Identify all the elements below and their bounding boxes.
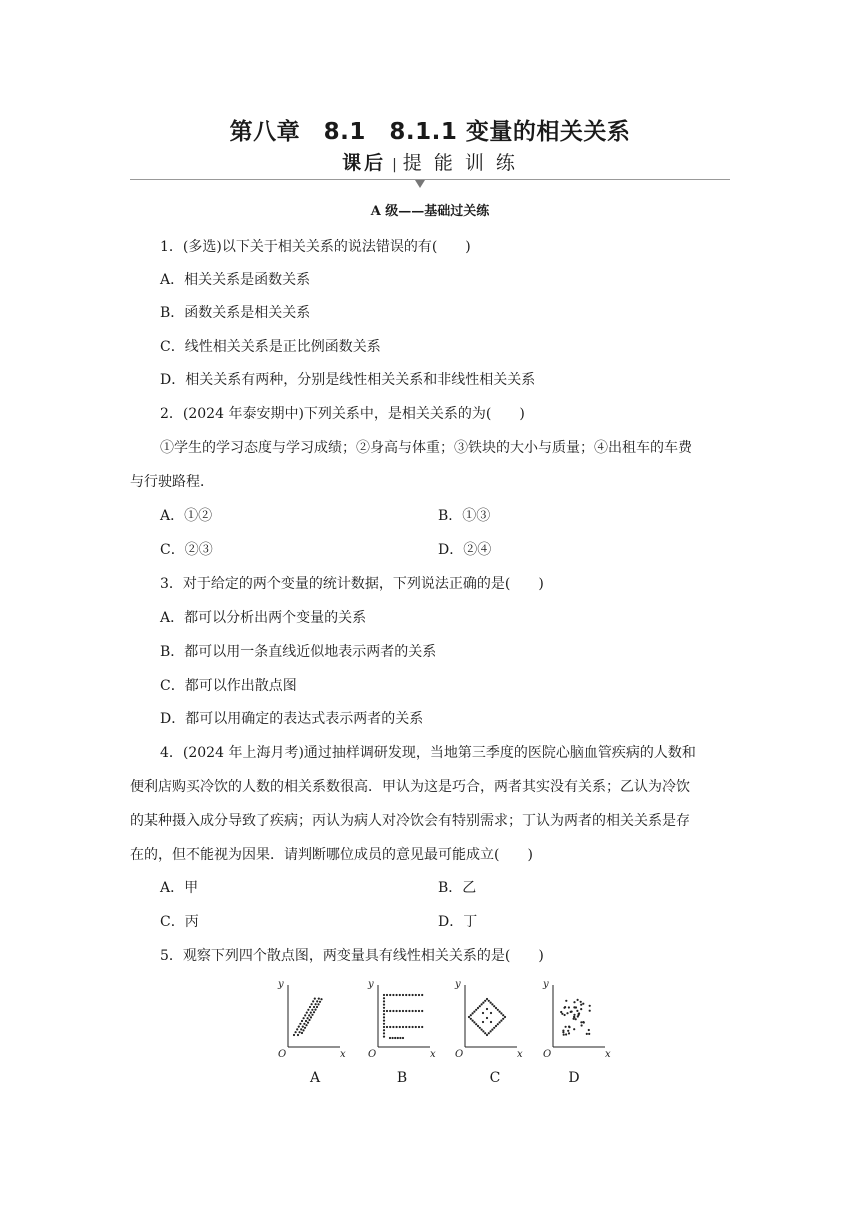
scatter-c-point [486, 1017, 488, 1019]
scatter-d-point [589, 1005, 591, 1007]
scatter-a-point [302, 1029, 304, 1031]
scatter-figure-a [277, 979, 346, 1060]
scatter-d-point [580, 1001, 582, 1003]
scatter-d-point [564, 1014, 566, 1016]
question-2-option-c: C．②③ [160, 542, 213, 558]
scatter-figure-d [542, 979, 611, 1060]
scatter-b-point [408, 1010, 410, 1012]
subtitle-rest: 提 能 训 练 [402, 152, 518, 174]
scatter-b-point [383, 1004, 385, 1006]
scatter-c-point [475, 1009, 477, 1011]
scatter-b-point [399, 1026, 401, 1028]
scatter-c-point [484, 1000, 486, 1002]
scatter-a-point [305, 1024, 307, 1026]
scatter-a-point [307, 1009, 309, 1011]
figure-c-x-label: x [517, 1049, 523, 1060]
scatter-a-point [302, 1026, 304, 1028]
scatter-b-point [415, 1010, 417, 1012]
scatter-c-point [482, 1002, 484, 1004]
scatter-a-point [311, 1014, 313, 1016]
question-4-option-d: D．丁 [438, 914, 478, 930]
scatter-c-point [495, 1007, 497, 1009]
scatter-d-point [574, 1006, 576, 1008]
question-3-option-a: A．都可以分析出两个变量的关系 [160, 610, 367, 626]
scatter-c-point [490, 1021, 492, 1023]
figure-label-d: D [568, 1070, 580, 1086]
scatter-a-point [311, 1009, 313, 1011]
scatter-c-point [470, 1014, 472, 1016]
scatter-d-point [575, 1018, 577, 1020]
scatter-a-point [304, 1027, 306, 1029]
figure-d-origin-label: O [543, 1049, 552, 1060]
scatter-c-point [502, 1014, 504, 1016]
scatter-a-point [309, 1006, 311, 1008]
scatter-b-point [412, 1010, 414, 1012]
scatter-a-point [308, 1014, 310, 1016]
scatter-c-point [481, 1029, 483, 1031]
figure-c-origin-label: O [455, 1049, 464, 1060]
scatter-b-point [392, 1010, 394, 1012]
scatter-d-point [582, 1003, 584, 1005]
scatter-b-point [383, 1029, 385, 1031]
scatter-a-point [316, 1000, 318, 1002]
scatter-b-point [397, 1037, 399, 1039]
scatter-b-point [383, 997, 385, 999]
scatter-b-point [383, 1000, 385, 1002]
scatter-d-point [567, 1030, 569, 1032]
scatter-a-point [293, 1034, 295, 1036]
scatter-b-point [399, 1010, 401, 1012]
question-2-option-a: A．①② [160, 508, 213, 524]
scatter-d-point [589, 1010, 591, 1012]
question-2-body-2: 与行驶路程． [130, 474, 214, 490]
scatter-b-point [383, 1026, 385, 1028]
question-2-option-b: B．①③ [438, 508, 491, 524]
scatter-b-point [383, 1010, 385, 1012]
scatter-b-point [389, 1026, 391, 1028]
scatter-b-point [386, 1026, 388, 1028]
question-2-option-d: D．②④ [438, 542, 492, 558]
scatter-b-point [421, 994, 423, 996]
scatter-d-point [586, 1033, 588, 1035]
scatter-a-point [314, 1009, 316, 1011]
scatter-c-point [468, 1016, 470, 1018]
scatter-b-point [402, 1037, 404, 1039]
question-5-stem: 5．观察下列四个散点图，两变量具有线性相关关系的是( ) [160, 948, 544, 964]
scatter-a-point [307, 1022, 309, 1024]
scatter-b-point [396, 994, 398, 996]
scatter-a-point [296, 1028, 298, 1030]
scatter-b-point [418, 1026, 420, 1028]
scatter-c-point [497, 1009, 499, 1011]
scatter-a-point [311, 1003, 313, 1005]
scatter-d-point [562, 1031, 564, 1033]
question-1-option-b: B．函数关系是相关关系 [160, 305, 311, 321]
scatter-a-point [300, 1028, 302, 1030]
scatter-c-point [482, 1021, 484, 1023]
scatter-b-point [383, 1036, 385, 1038]
scatter-c-point [482, 1012, 484, 1014]
scatter-a-point [313, 1006, 315, 1008]
question-1-stem: 1．(多选)以下关于相关关系的说法错误的有( ) [160, 239, 471, 255]
scatter-c-point [493, 1005, 495, 1007]
scatter-d-point [576, 1010, 578, 1012]
scatter-d-point [560, 1011, 562, 1013]
scatter-c-point [482, 1030, 484, 1032]
scatter-b-point [418, 994, 420, 996]
scatter-b-point [415, 1026, 417, 1028]
scatter-c-point [490, 1002, 492, 1004]
scatter-a-point [316, 1006, 318, 1008]
scatter-b-point [396, 1026, 398, 1028]
question-3-option-b: B．都可以用一条直线近似地表示两者的关系 [160, 644, 437, 660]
scatter-c-point [500, 1012, 502, 1014]
figure-a-origin-label: O [278, 1049, 287, 1060]
question-1-option-a: A．相关关系是函数关系 [160, 272, 311, 288]
scatter-d-point [588, 1033, 590, 1035]
scatter-b-point [405, 1010, 407, 1012]
question-1-option-d: D．相关关系有两种，分别是线性相关关系和非线性相关关系 [160, 372, 536, 388]
figure-label-b: B [396, 1070, 408, 1086]
scatter-d-point [565, 1000, 567, 1002]
scatter-d-point [577, 999, 579, 1001]
section-title: A 级——基础过关练 [370, 204, 490, 219]
scatter-a-point [306, 1012, 308, 1014]
scatter-b-point [412, 994, 414, 996]
page-title: 第八章 8.1 8.1.1 变量的相关关系 [229, 119, 631, 145]
scatter-c-point [479, 1005, 481, 1007]
scatter-b-point [421, 1010, 423, 1012]
figure-d-x-label: x [605, 1049, 611, 1060]
scatter-c-point [488, 1032, 490, 1034]
question-3-option-c: C．都可以作出散点图 [160, 678, 297, 694]
scatter-c-point [490, 1012, 492, 1014]
scatter-c-point [481, 1003, 483, 1005]
scatter-b-point [402, 994, 404, 996]
question-2-body-1: ①学生的学习态度与学习成绩；②身高与体重；③铁块的大小与质量；④出租车的车费 [160, 440, 692, 456]
question-4-body-1: 便利店购买冷饮的人数的相关系数很高．甲认为这是巧合，两者其实没有关系；乙认为冷饮 [130, 779, 690, 795]
scatter-d-point [568, 1032, 570, 1034]
scatter-c-point [488, 1000, 490, 1002]
scatter-c-point [504, 1016, 506, 1018]
question-3-stem: 3．对于给定的两个变量的统计数据，下列说法正确的是( ) [160, 576, 544, 592]
scatter-b-point [383, 1016, 385, 1018]
scatter-d-point [573, 1028, 575, 1030]
scatter-c-point [473, 1011, 475, 1013]
subtitle-separator: | [392, 157, 397, 173]
scatter-c-point [497, 1023, 499, 1025]
scatter-figure-c [454, 979, 523, 1060]
question-4-stem: 4．(2024 年上海月考)通过抽样调研发现，当地第三季度的医院心脑血管疾病的人数和 [160, 745, 696, 761]
scatter-d-point [568, 1006, 570, 1008]
question-4-body-3: 在的，但不能视为因果．请判断哪位成员的意见最可能成立( ) [130, 847, 533, 863]
scatter-d-point [565, 1033, 567, 1035]
scatter-b-point [396, 1010, 398, 1012]
scatter-c-point [472, 1020, 474, 1022]
scatter-b-point [408, 1026, 410, 1028]
scatter-b-point [399, 1037, 401, 1039]
figure-a-y-label: y [278, 979, 284, 990]
scatter-c-point [491, 1029, 493, 1031]
scatter-d-point [564, 1006, 566, 1008]
scatter-b-point [418, 1010, 420, 1012]
scatter-b-point [392, 994, 394, 996]
scatter-c-point [490, 1030, 492, 1032]
figure-b-x-label: x [430, 1049, 436, 1060]
scatter-a-point [295, 1031, 297, 1033]
scatter-c-point [499, 1021, 501, 1023]
scatter-a-point [307, 1017, 309, 1019]
scatter-b-point [389, 994, 391, 996]
scatter-a-point [301, 1032, 303, 1034]
scatter-a-point [320, 998, 322, 1000]
scatter-a-point [310, 1012, 312, 1014]
scatter-a-point [299, 1023, 301, 1025]
scatter-c-point [499, 1011, 501, 1013]
scatter-c-point [477, 1025, 479, 1027]
scatter-b-point [392, 1037, 394, 1039]
scatter-d-point [580, 1008, 582, 1010]
scatter-a-point [303, 1023, 305, 1025]
scatter-d-point [573, 1014, 575, 1016]
scatter-b-point [383, 1032, 385, 1034]
scatter-a-point [317, 1003, 319, 1005]
figure-b-y-label: y [368, 979, 374, 990]
scatter-b-point [386, 994, 388, 996]
scatter-b-point [412, 1026, 414, 1028]
scatter-a-point [308, 1019, 310, 1021]
question-4-option-c: C．丙 [160, 914, 199, 930]
question-4-body-2: 的某种摄入成分导致了疾病；丙认为病人对冷饮会有特别需求；丁认为两者的相关关系是存 [130, 813, 690, 829]
figure-c-y-label: y [455, 979, 461, 990]
figure-d-y-label: y [543, 979, 549, 990]
scatter-c-point [491, 1003, 493, 1005]
scatter-d-point [563, 1034, 565, 1036]
scatter-b-point [383, 1007, 385, 1009]
scatter-a-point [303, 1017, 305, 1019]
scatter-d-point [566, 1012, 568, 1014]
scatter-c-point [472, 1012, 474, 1014]
scatter-a-point [315, 1003, 317, 1005]
scatter-b-point [383, 1013, 385, 1015]
question-4-option-a: A．甲 [160, 880, 199, 896]
scatter-d-point [578, 1014, 580, 1016]
scatter-d-point [588, 1029, 590, 1031]
question-2-stem: 2．(2024 年泰安期中)下列关系中，是相关关系的为( ) [160, 406, 525, 422]
question-4-option-b: B．乙 [438, 880, 477, 896]
scatter-a-point [314, 998, 316, 1000]
scatter-c-point [486, 1008, 488, 1010]
scatter-d-point [580, 1004, 582, 1006]
scatter-c-point [493, 1027, 495, 1029]
figure-label-c: C [489, 1070, 501, 1086]
scatter-a-point [312, 1000, 314, 1002]
scatter-figure-b [367, 979, 436, 1060]
scatter-c-point [477, 1007, 479, 1009]
scatter-b-point [421, 1026, 423, 1028]
scatter-d-point [565, 1026, 567, 1028]
scatter-b-point [415, 994, 417, 996]
scatter-b-point [399, 994, 401, 996]
question-1-option-c: C．线性相关关系是正比例函数关系 [160, 339, 381, 355]
scatter-d-point [561, 1013, 563, 1015]
scatter-d-point [570, 1011, 572, 1013]
scatter-c-point [486, 998, 488, 1000]
scatter-c-point [495, 1025, 497, 1027]
scatter-b-point [383, 994, 385, 996]
scatter-b-point [394, 1037, 396, 1039]
subtitle-bold: 课后 [342, 152, 387, 174]
scatter-c-point [473, 1021, 475, 1023]
scatter-d-point [582, 1021, 584, 1023]
scatter-a-point [298, 1026, 300, 1028]
scatter-d-point [580, 1021, 582, 1023]
scatter-a-point [299, 1031, 301, 1033]
scatter-b-point [402, 1010, 404, 1012]
scatter-c-point [502, 1018, 504, 1020]
scatter-a-point [304, 1014, 306, 1016]
scatter-b-point [405, 994, 407, 996]
scatter-a-point [319, 1001, 321, 1003]
scatter-b-point [383, 1020, 385, 1022]
scatter-d-point [573, 1018, 575, 1020]
scatter-c-point [479, 1027, 481, 1029]
figure-label-a: A [309, 1070, 321, 1086]
scatter-a-point [310, 1016, 312, 1018]
scatter-d-point [573, 1001, 575, 1003]
scatter-a-point [313, 1011, 315, 1013]
scatter-b-point [389, 1010, 391, 1012]
scatter-a-point [305, 1020, 307, 1022]
scatter-a-point [301, 1020, 303, 1022]
scatter-c-point [484, 1032, 486, 1034]
scatter-b-point [405, 1026, 407, 1028]
scatter-c-point [475, 1023, 477, 1025]
scatter-b-point [402, 1026, 404, 1028]
scatter-b-point [408, 994, 410, 996]
scatter-c-point [470, 1018, 472, 1020]
scatter-b-point [389, 1037, 391, 1039]
question-3-option-d: D．都可以用确定的表达式表示两者的关系 [160, 711, 424, 727]
scatter-b-point [392, 1026, 394, 1028]
scatter-c-point [486, 1034, 488, 1036]
scatter-d-point [568, 1026, 570, 1028]
scatter-a-point [318, 998, 320, 1000]
figure-a-x-label: x [340, 1049, 346, 1060]
scatter-d-point [573, 1016, 575, 1018]
scatter-c-point [500, 1020, 502, 1022]
scatter-a-point [297, 1034, 299, 1036]
scatter-d-point [581, 1024, 583, 1026]
scatter-b-point [383, 1023, 385, 1025]
scatter-b-point [386, 1010, 388, 1012]
figure-b-origin-label: O [368, 1049, 377, 1060]
